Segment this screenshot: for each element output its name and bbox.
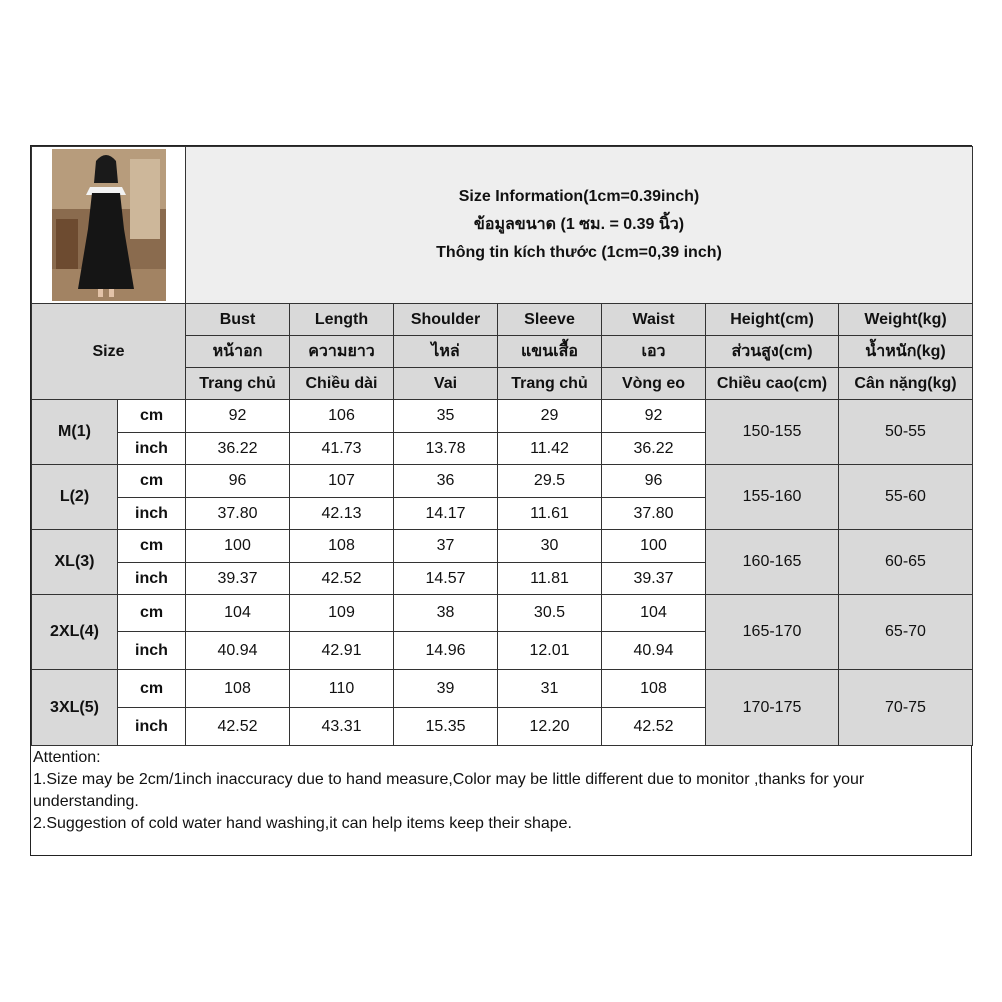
table-cell: 30.5: [498, 595, 602, 632]
column-header-vi: Chiều dài: [290, 368, 394, 400]
table-cell: 15.35: [394, 708, 498, 746]
table-row: [32, 595, 973, 632]
table-cell: 14.17: [394, 498, 498, 530]
table-cell: 106: [290, 400, 394, 433]
table-cell: 108: [186, 670, 290, 708]
unit-label: cm: [118, 530, 186, 563]
table-cell: 40.94: [602, 632, 706, 670]
table-cell: 104: [186, 595, 290, 632]
product-photo: [32, 147, 186, 304]
table-cell: 96: [602, 465, 706, 498]
table-cell: 39.37: [602, 563, 706, 595]
size-name: XL(3): [32, 530, 118, 595]
weight-range: 55-60: [839, 465, 973, 530]
table-cell: 92: [602, 400, 706, 433]
table-cell: 39: [394, 670, 498, 708]
column-header-th: หน้าอก: [186, 336, 290, 368]
table-cell: 11.42: [498, 433, 602, 465]
table-row: [32, 400, 973, 433]
table-cell: 14.96: [394, 632, 498, 670]
column-header-vi: Trang chủ: [186, 368, 290, 400]
unit-label: inch: [118, 632, 186, 670]
table-cell: 12.01: [498, 632, 602, 670]
table-row: [32, 530, 973, 563]
table-cell: 37.80: [186, 498, 290, 530]
note-item-1: 1.Size may be 2cm/1inch inaccuracy due to hand measure,Color may be little different due to monitor ,thanks for your understanding.: [33, 771, 865, 810]
column-header-en: Length: [290, 304, 394, 336]
size-name: 3XL(5): [32, 670, 118, 746]
table-cell: 42.52: [290, 563, 394, 595]
column-header-th: น้ำหนัก(kg): [839, 336, 973, 368]
table-cell: 42.52: [186, 708, 290, 746]
table-cell: 108: [602, 670, 706, 708]
size-label: Size: [32, 304, 186, 400]
column-header-vi: Cân nặng(kg): [839, 368, 973, 400]
unit-label: cm: [118, 595, 186, 632]
size-chart: [30, 145, 972, 856]
table-cell: 37: [394, 530, 498, 563]
column-header-en: Waist: [602, 304, 706, 336]
weight-range: 65-70: [839, 595, 973, 670]
size-name: 2XL(4): [32, 595, 118, 670]
column-header-th: เอว: [602, 336, 706, 368]
table-cell: 12.20: [498, 708, 602, 746]
weight-range: 50-55: [839, 400, 973, 465]
table-cell: 14.57: [394, 563, 498, 595]
unit-label: inch: [118, 708, 186, 746]
table-cell: 100: [602, 530, 706, 563]
table-row: [32, 465, 973, 498]
column-header-th: ความยาว: [290, 336, 394, 368]
table-cell: 108: [290, 530, 394, 563]
table-cell: 110: [290, 670, 394, 708]
unit-label: cm: [118, 670, 186, 708]
height-range: 150-155: [706, 400, 839, 465]
unit-label: cm: [118, 465, 186, 498]
unit-label: inch: [118, 563, 186, 595]
table-cell: 11.61: [498, 498, 602, 530]
size-info-header: [186, 147, 973, 304]
table-cell: 38: [394, 595, 498, 632]
column-header-vi: Chiều cao(cm): [706, 368, 839, 400]
title-th: ข้อมูลขนาด (1 ซม. = 0.39 นิ้ว): [473, 216, 685, 233]
table-cell: 37.80: [602, 498, 706, 530]
table-cell: 43.31: [290, 708, 394, 746]
table-cell: 92: [186, 400, 290, 433]
table-cell: 42.91: [290, 632, 394, 670]
table-cell: 109: [290, 595, 394, 632]
height-range: 160-165: [706, 530, 839, 595]
unit-label: cm: [118, 400, 186, 433]
notes-heading: Attention:: [33, 749, 101, 766]
column-header-en: Shoulder: [394, 304, 498, 336]
table-cell: 29: [498, 400, 602, 433]
unit-label: inch: [118, 498, 186, 530]
table-cell: 13.78: [394, 433, 498, 465]
column-header-vi: Vòng eo: [602, 368, 706, 400]
table-cell: 31: [498, 670, 602, 708]
weight-range: 70-75: [839, 670, 973, 746]
column-header-en: Weight(kg): [839, 304, 973, 336]
table-cell: 30: [498, 530, 602, 563]
table-cell: 39.37: [186, 563, 290, 595]
table-cell: 42.13: [290, 498, 394, 530]
table-cell: 40.94: [186, 632, 290, 670]
attention-notes: [33, 747, 967, 835]
height-range: 170-175: [706, 670, 839, 746]
column-header-vi: Vai: [394, 368, 498, 400]
product-photo-dress: [52, 149, 166, 301]
title-en: Size Information(1cm=0.39inch): [458, 188, 700, 205]
table-cell: 42.52: [602, 708, 706, 746]
table-cell: 100: [186, 530, 290, 563]
table-cell: 29.5: [498, 465, 602, 498]
table-cell: 36.22: [186, 433, 290, 465]
table-cell: 36: [394, 465, 498, 498]
table-row: [32, 670, 973, 708]
table-cell: 107: [290, 465, 394, 498]
size-name: L(2): [32, 465, 118, 530]
unit-label: inch: [118, 433, 186, 465]
column-header-en: Bust: [186, 304, 290, 336]
height-range: 155-160: [706, 465, 839, 530]
title-vi: Thông tin kích thước (1cm=0,39 inch): [436, 244, 722, 261]
column-header-th: ไหล่: [394, 336, 498, 368]
column-header-en: Height(cm): [706, 304, 839, 336]
table-cell: 96: [186, 465, 290, 498]
table-cell: 41.73: [290, 433, 394, 465]
table-cell: 36.22: [602, 433, 706, 465]
note-item-2: 2.Suggestion of cold water hand washing,it can help items keep their shape.: [33, 815, 572, 832]
table-cell: 104: [602, 595, 706, 632]
column-header-th: ส่วนสูง(cm): [706, 336, 839, 368]
table-cell: 35: [394, 400, 498, 433]
size-name: M(1): [32, 400, 118, 465]
weight-range: 60-65: [839, 530, 973, 595]
table-cell: 11.81: [498, 563, 602, 595]
size-table: [31, 146, 973, 746]
height-range: 165-170: [706, 595, 839, 670]
column-header-vi: Trang chủ: [498, 368, 602, 400]
column-header-th: แขนเสื้อ: [498, 336, 602, 368]
column-header-en: Sleeve: [498, 304, 602, 336]
